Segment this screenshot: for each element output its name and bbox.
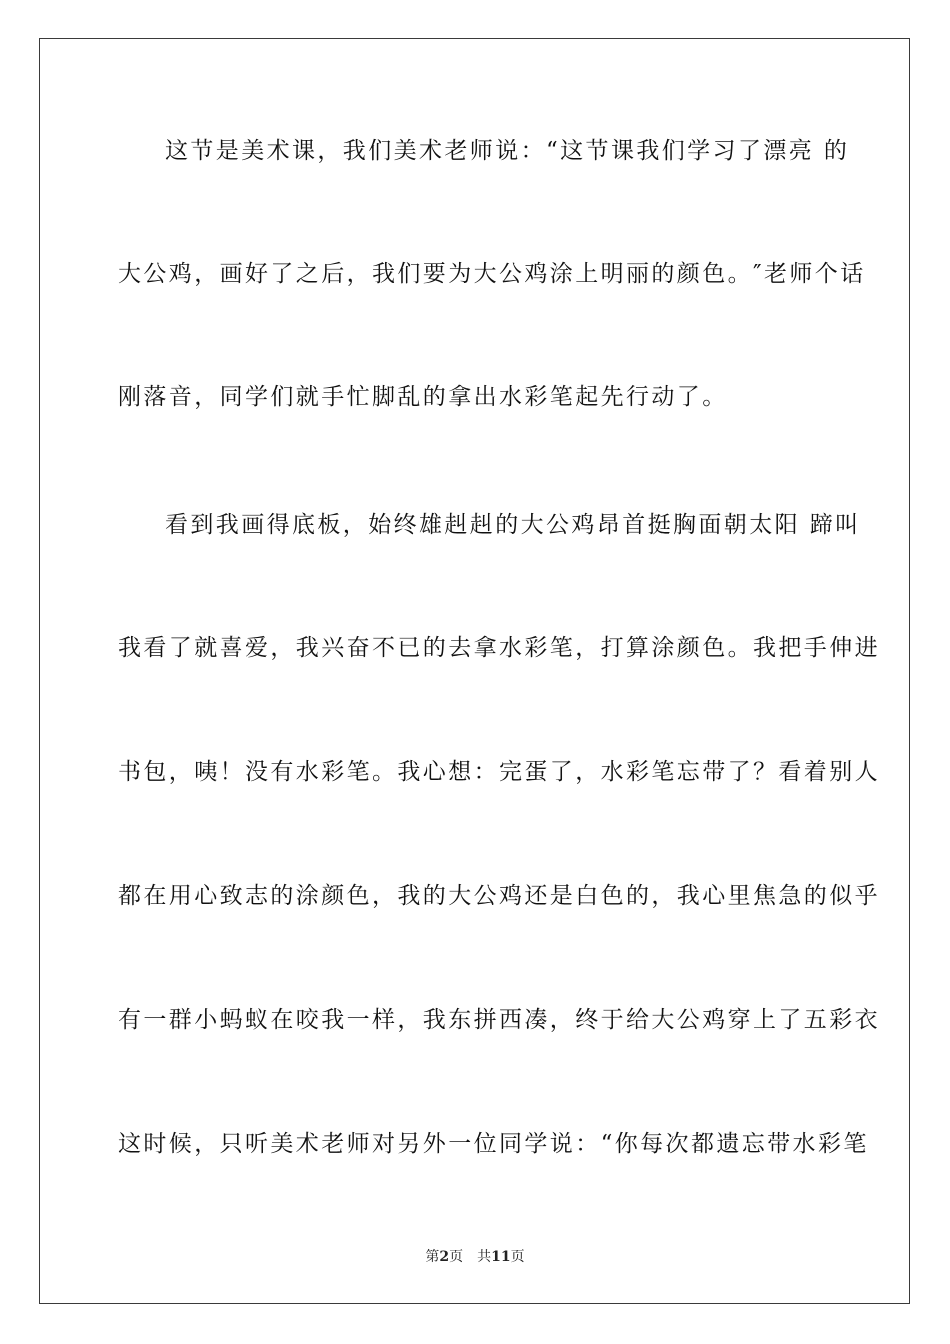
paragraph-1-line-3: 刚落音，同学们就手忙脚乱的拿出水彩笔起先行动了。 xyxy=(118,384,728,410)
paragraph-2-line-4: 都在用心致志的涂颜色，我的大公鸡还是白色的，我心里焦急的似乎 xyxy=(118,883,880,909)
paragraph-2-line-1: 看到我画得底板，始终雄赳赳的大公鸡昂首挺胸面朝太阳 蹄叫 xyxy=(165,512,861,538)
paragraph-1-line-2: 大公鸡，画好了之后，我们要为大公鸡涂上明丽的颜色。″老师个话 xyxy=(118,261,866,287)
paragraph-2-line-5: 有一群小蚂蚁在咬我一样，我东拼西凑，终于给大公鸡穿上了五彩衣 xyxy=(118,1007,880,1033)
page-footer xyxy=(0,1248,950,1266)
page-number: 2 xyxy=(439,1249,450,1265)
page-prefix: 第 xyxy=(425,1249,440,1265)
paragraph-2-line-3: 书包，咦！没有水彩笔。我心想：完蛋了，水彩笔忘带了？看着别人 xyxy=(118,759,880,785)
total-suffix: 页 xyxy=(510,1249,525,1265)
page-border xyxy=(39,38,910,1304)
total-pages: 11 xyxy=(491,1249,511,1265)
page-suffix: 页 xyxy=(449,1249,464,1265)
paragraph-2-line-6: 这时候，只听美术老师对另外一位同学说：“你每次都遗忘带水彩笔 xyxy=(118,1131,869,1157)
paragraph-1-line-1: 这节是美术课，我们美术老师说：“这节课我们学习了漂亮 的 xyxy=(165,138,850,164)
total-prefix: 共 xyxy=(477,1249,492,1265)
paragraph-2-line-2: 我看了就喜爱，我兴奋不已的去拿水彩笔，打算涂颜色。我把手伸进 xyxy=(118,635,880,661)
